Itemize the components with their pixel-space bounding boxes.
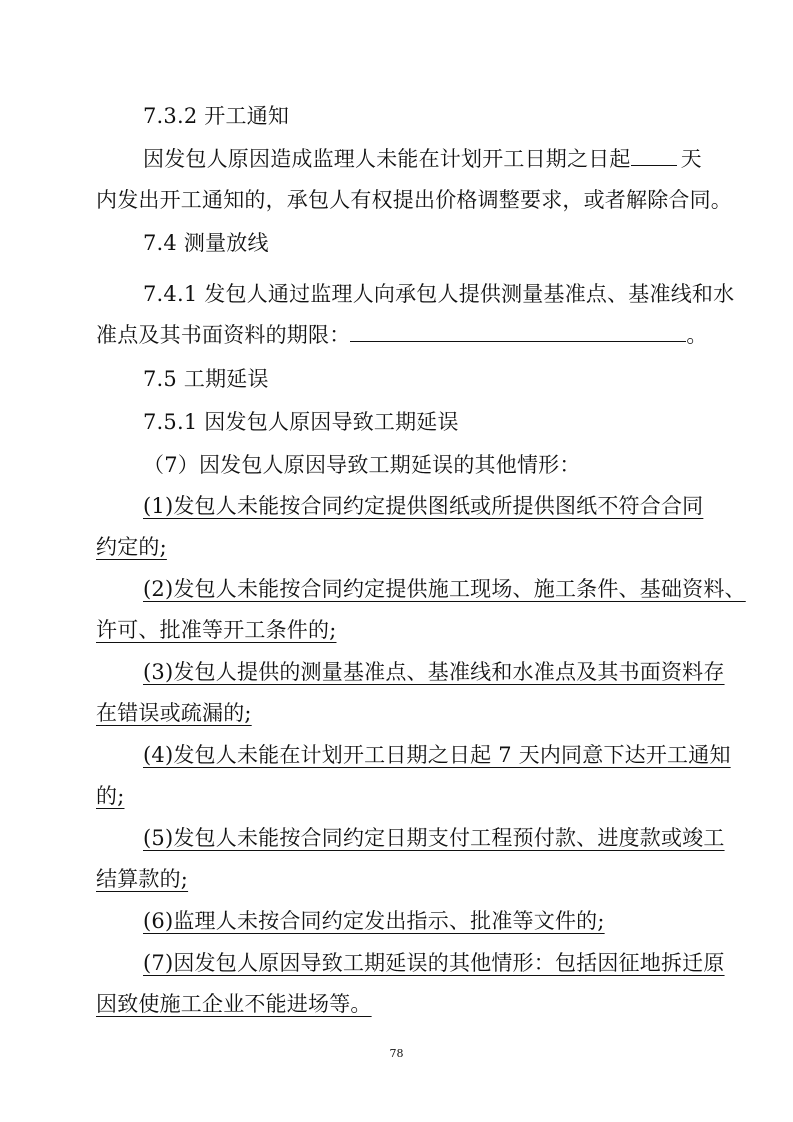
paragraph-7-4-1-line-1: 7.4.1 发包人通过监理人向承包人提供测量基准点、基准线和水	[143, 282, 735, 306]
page-number: 78	[389, 1047, 404, 1060]
paragraph-7-4-1-line-2	[96, 321, 708, 349]
item-7-heading: （7）因发包人原因导致工期延误的其他情形：	[143, 453, 581, 477]
section-heading-7-3-2: 7.3.2 开工通知	[143, 104, 290, 128]
list-item-4-line-2: 的;	[96, 784, 125, 808]
list-item-1-line-1: (1)发包人未能按合同约定提供图纸或所提供图纸不符合合同	[143, 494, 704, 518]
paragraph-text: 。	[686, 323, 708, 347]
list-item-1-line-2: 约定的;	[96, 535, 167, 559]
list-item-3-line-2: 在错误或疏漏的;	[96, 701, 252, 725]
list-item-6: (6)监理人未按合同约定发出指示、批准等文件的;	[143, 909, 605, 933]
paragraph-text: 天	[680, 147, 702, 171]
section-heading-7-5: 7.5 工期延误	[143, 367, 269, 391]
list-item-7-line-2: 因致使施工企业不能进场等。	[96, 992, 372, 1016]
section-heading-7-4: 7.4 测量放线	[143, 231, 269, 255]
paragraph-7-3-2-line-1	[143, 145, 702, 173]
list-item-2-line-2: 许可、批准等开工条件的;	[96, 618, 337, 642]
fill-in-blank-deadline	[350, 323, 686, 342]
paragraph-text: 因发包人原因造成监理人未能在计划开工日期之日起	[143, 147, 631, 171]
paragraph-text: 准点及其书面资料的期限：	[96, 323, 351, 347]
paragraph-7-3-2-line-2: 内发出开工通知的，承包人有权提出价格调整要求，或者解除合同。	[96, 188, 732, 212]
list-item-3-line-1: (3)发包人提供的测量基准点、基准线和水准点及其书面资料存	[143, 660, 725, 684]
fill-in-blank-days	[631, 147, 677, 166]
list-item-7-line-1: (7)因发包人原因导致工期延误的其他情形：包括因征地拆迁原	[143, 951, 725, 975]
list-item-4-line-1: (4)发包人未能在计划开工日期之日起 7 天内同意下达开工通知	[143, 743, 731, 767]
list-item-5-line-1: (5)发包人未能按合同约定日期支付工程预付款、进度款或竣工	[143, 826, 725, 850]
list-item-2-line-1: (2)发包人未能按合同约定提供施工现场、施工条件、基础资料、	[143, 577, 746, 601]
section-heading-7-5-1: 7.5.1 因发包人原因导致工期延误	[143, 410, 459, 434]
list-item-5-line-2: 结算款的;	[96, 867, 189, 891]
